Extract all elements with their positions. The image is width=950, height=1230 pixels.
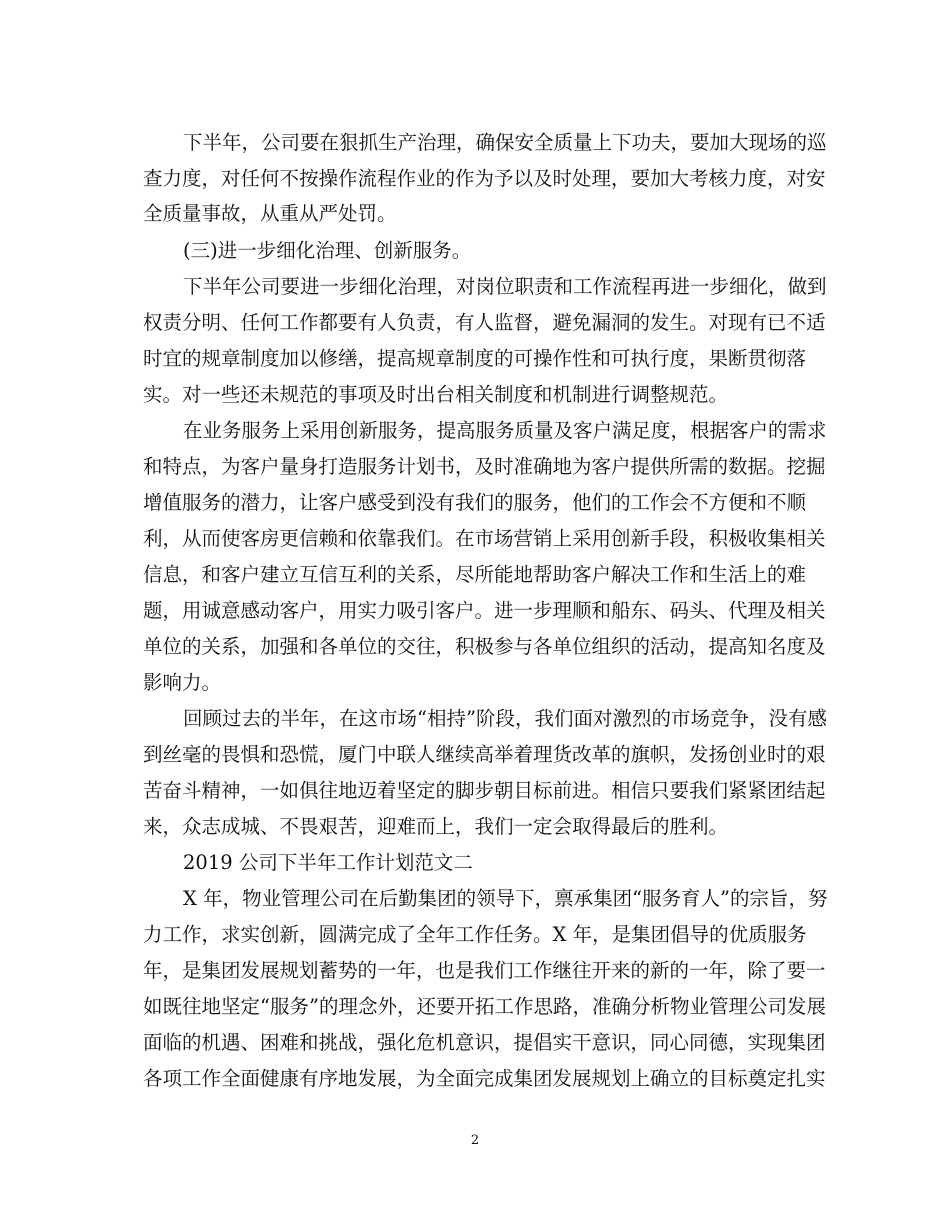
- section-heading: (三)进一步细化治理、创新服务。: [183, 239, 472, 262]
- paragraph-line: 年，是集团发展规划蓄势的一年，也是我们工作继往开来的新的一年，除了要一: [143, 959, 826, 982]
- paragraph-line: 利，从而使客房更信赖和依靠我们。在市场营销上采用创新手段，积极收集相关: [143, 527, 826, 550]
- paragraph-line: 苦奋斗精神，一如俱往地迈着坚定的脚步朝目标前进。相信只要我们紧紧团结起: [143, 779, 826, 802]
- paragraph-line: 时宜的规章制度加以修缮，提高规章制度的可操作性和可执行度，果断贯彻落: [143, 347, 807, 370]
- paragraph-line: X 年，物业管理公司在后勤集团的领导下，禀承集团“服务育人”的宗旨，努: [183, 887, 828, 910]
- paragraph-line: 下半年，公司要在狠抓生产治理，确保安全质量上下功夫，要加大现场的巡: [183, 131, 827, 154]
- paragraph-line: 各项工作全面健康有序地发展，为全面完成集团发展规划上确立的目标奠定扎实: [143, 1067, 826, 1090]
- paragraph-line: 权责分明、任何工作都要有人负责，有人监督，避免漏洞的发生。对现有已不适: [143, 311, 826, 334]
- paragraph-line: 增值服务的潜力，让客户感受到没有我们的服务，他们的工作会不方便和不顺: [143, 491, 807, 514]
- paragraph-line: 实。对一些还未规范的事项及时出台相关制度和机制进行调整规范。: [143, 383, 729, 406]
- paragraph-line: 回顾过去的半年，在这市场“相持”阶段，我们面对激烈的市场竞争，没有感: [183, 707, 827, 730]
- paragraph-line: 和特点，为客户量身打造服务计划书，及时准确地为客户提供所需的数据。挖掘: [143, 455, 826, 478]
- paragraph-line: 查力度，对任何不按操作流程作业的作为予以及时处理，要加大考核力度，对安: [143, 167, 826, 190]
- paragraph-line: 面临的机遇、困难和挑战，强化危机意识，提倡实干意识，同心同德，实现集团: [143, 1031, 826, 1054]
- paragraph-line: 来，众志成城、不畏艰苦，迎难而上，我们一定会取得最后的胜利。: [143, 815, 729, 838]
- paragraph-line: 力工作，求实创新，圆满完成了全年工作任务。X 年，是集团倡导的优质服务: [143, 923, 807, 946]
- page-number: 2: [470, 1133, 480, 1148]
- paragraph-line: 如既往地坚定“服务”的理念外，还要开拓工作思路，准确分析物业管理公司发展: [143, 995, 826, 1018]
- paragraph-line: 下半年公司要进一步细化治理，对岗位职责和工作流程再进一步细化，做到: [183, 275, 827, 298]
- section-heading: 2019 公司下半年工作计划范文二: [183, 851, 473, 874]
- paragraph-line: 题，用诚意感动客户，用实力吸引客户。进一步理顺和船东、码头、代理及相关: [143, 599, 826, 622]
- paragraph-line: 全质量事故，从重从严处罚。: [143, 202, 397, 225]
- paragraph-line: 影响力。: [143, 671, 222, 694]
- paragraph-line: 信息，和客户建立互信互利的关系，尽所能地帮助客户解决工作和生活上的难: [143, 563, 807, 586]
- paragraph-line: 到丝毫的畏惧和恐慌，厦门中联人继续高举着理货改革的旗帜，发扬创业时的艰: [143, 743, 826, 766]
- paragraph-line: 单位的关系，加强和各单位的交往，积极参与各单位组织的活动，提高知名度及: [143, 635, 826, 658]
- paragraph-line: 在业务服务上采用创新服务，提高服务质量及客户满足度，根据客户的需求: [183, 419, 827, 442]
